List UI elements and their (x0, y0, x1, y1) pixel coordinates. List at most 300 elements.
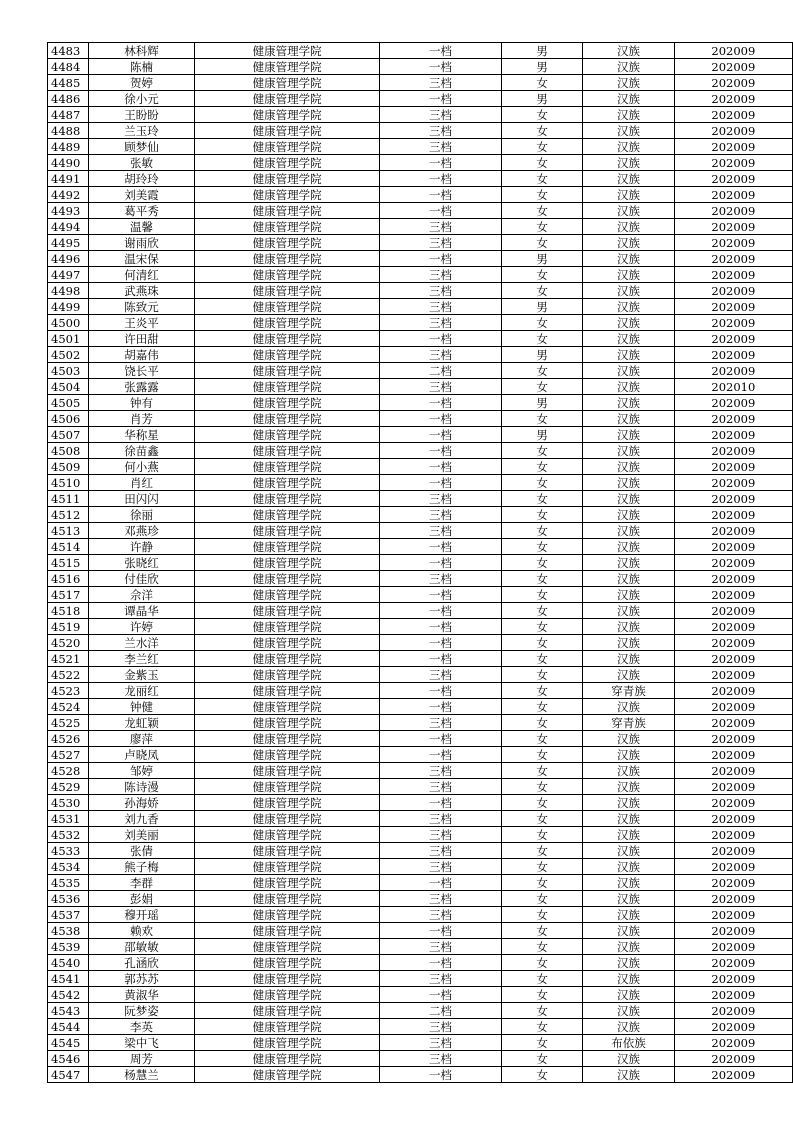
ethnicity-cell: 汉族 (583, 107, 674, 123)
name-cell: 邵敏敏 (88, 939, 194, 955)
ethnicity-cell: 汉族 (583, 987, 674, 1003)
college-cell: 健康管理学院 (195, 395, 380, 411)
row-number-cell: 4536 (48, 891, 89, 907)
ethnicity-cell: 汉族 (583, 155, 674, 171)
gender-cell: 女 (501, 923, 582, 939)
gender-cell: 女 (501, 891, 582, 907)
date-cell: 202009 (674, 923, 792, 939)
grade-tier-cell: 一档 (380, 187, 502, 203)
ethnicity-cell: 布依族 (583, 1035, 674, 1051)
table-row (48, 875, 793, 891)
grade-tier-cell: 一档 (380, 651, 502, 667)
name-cell: 钟有 (88, 395, 194, 411)
ethnicity-cell: 汉族 (583, 747, 674, 763)
date-cell: 202009 (674, 75, 792, 91)
ethnicity-cell: 汉族 (583, 251, 674, 267)
table-row (48, 555, 793, 571)
table-row (48, 891, 793, 907)
date-cell: 202009 (674, 443, 792, 459)
grade-tier-cell: 三档 (380, 491, 502, 507)
name-cell: 王盼盼 (88, 107, 194, 123)
row-number-cell: 4523 (48, 683, 89, 699)
name-cell: 兰水洋 (88, 635, 194, 651)
college-cell: 健康管理学院 (195, 763, 380, 779)
table-row (48, 107, 793, 123)
grade-tier-cell: 三档 (380, 891, 502, 907)
grade-tier-cell: 三档 (380, 571, 502, 587)
gender-cell: 女 (501, 987, 582, 1003)
date-cell: 202009 (674, 363, 792, 379)
gender-cell: 女 (501, 123, 582, 139)
row-number-cell: 4490 (48, 155, 89, 171)
name-cell: 华称星 (88, 427, 194, 443)
ethnicity-cell: 汉族 (583, 219, 674, 235)
gender-cell: 女 (501, 795, 582, 811)
table-row (48, 747, 793, 763)
ethnicity-cell: 汉族 (583, 1003, 674, 1019)
college-cell: 健康管理学院 (195, 683, 380, 699)
row-number-cell: 4484 (48, 59, 89, 75)
row-number-cell: 4498 (48, 283, 89, 299)
row-number-cell: 4502 (48, 347, 89, 363)
ethnicity-cell: 汉族 (583, 411, 674, 427)
date-cell: 202009 (674, 891, 792, 907)
name-cell: 肖红 (88, 475, 194, 491)
gender-cell: 女 (501, 827, 582, 843)
date-cell: 202009 (674, 859, 792, 875)
gender-cell: 女 (501, 1035, 582, 1051)
college-cell: 健康管理学院 (195, 187, 380, 203)
gender-cell: 女 (501, 715, 582, 731)
gender-cell: 女 (501, 1019, 582, 1035)
ethnicity-cell: 汉族 (583, 475, 674, 491)
date-cell: 202009 (674, 459, 792, 475)
ethnicity-cell: 汉族 (583, 587, 674, 603)
table-row (48, 923, 793, 939)
grade-tier-cell: 三档 (380, 139, 502, 155)
name-cell: 杨慧兰 (88, 1067, 194, 1083)
table-row (48, 507, 793, 523)
date-cell: 202009 (674, 939, 792, 955)
table-row (48, 811, 793, 827)
name-cell: 李兰红 (88, 651, 194, 667)
name-cell: 贺婷 (88, 75, 194, 91)
date-cell: 202009 (674, 651, 792, 667)
name-cell: 陈诗漫 (88, 779, 194, 795)
grade-tier-cell: 一档 (380, 91, 502, 107)
name-cell: 龙丽红 (88, 683, 194, 699)
name-cell: 谢雨欣 (88, 235, 194, 251)
college-cell: 健康管理学院 (195, 1067, 380, 1083)
gender-cell: 女 (501, 667, 582, 683)
grade-tier-cell: 一档 (380, 699, 502, 715)
table-row (48, 1003, 793, 1019)
date-cell: 202009 (674, 747, 792, 763)
row-number-cell: 4493 (48, 203, 89, 219)
gender-cell: 女 (501, 219, 582, 235)
date-cell: 202009 (674, 427, 792, 443)
grade-tier-cell: 一档 (380, 987, 502, 1003)
college-cell: 健康管理学院 (195, 1019, 380, 1035)
grade-tier-cell: 一档 (380, 203, 502, 219)
gender-cell: 女 (501, 459, 582, 475)
gender-cell: 女 (501, 75, 582, 91)
ethnicity-cell: 汉族 (583, 1067, 674, 1083)
row-number-cell: 4547 (48, 1067, 89, 1083)
table-row (48, 123, 793, 139)
row-number-cell: 4517 (48, 587, 89, 603)
ethnicity-cell: 汉族 (583, 699, 674, 715)
date-cell: 202009 (674, 187, 792, 203)
grade-tier-cell: 三档 (380, 1051, 502, 1067)
college-cell: 健康管理学院 (195, 491, 380, 507)
date-cell: 202009 (674, 555, 792, 571)
table-row (48, 715, 793, 731)
table-row (48, 411, 793, 427)
date-cell: 202009 (674, 91, 792, 107)
row-number-cell: 4534 (48, 859, 89, 875)
table-row (48, 187, 793, 203)
ethnicity-cell: 穿青族 (583, 715, 674, 731)
gender-cell: 女 (501, 571, 582, 587)
grade-tier-cell: 三档 (380, 907, 502, 923)
name-cell: 肖芳 (88, 411, 194, 427)
date-cell: 202009 (674, 395, 792, 411)
grade-tier-cell: 三档 (380, 299, 502, 315)
gender-cell: 女 (501, 955, 582, 971)
row-number-cell: 4540 (48, 955, 89, 971)
date-cell: 202009 (674, 171, 792, 187)
gender-cell: 女 (501, 363, 582, 379)
name-cell: 许婷 (88, 619, 194, 635)
date-cell: 202009 (674, 571, 792, 587)
gender-cell: 女 (501, 411, 582, 427)
gender-cell: 女 (501, 443, 582, 459)
table-row (48, 235, 793, 251)
ethnicity-cell: 汉族 (583, 843, 674, 859)
name-cell: 梁中飞 (88, 1035, 194, 1051)
ethnicity-cell: 汉族 (583, 971, 674, 987)
gender-cell: 女 (501, 859, 582, 875)
gender-cell: 女 (501, 203, 582, 219)
grade-tier-cell: 一档 (380, 43, 502, 59)
name-cell: 张晓红 (88, 555, 194, 571)
college-cell: 健康管理学院 (195, 667, 380, 683)
gender-cell: 女 (501, 635, 582, 651)
college-cell: 健康管理学院 (195, 651, 380, 667)
table-row (48, 763, 793, 779)
ethnicity-cell: 汉族 (583, 507, 674, 523)
gender-cell: 男 (501, 251, 582, 267)
name-cell: 彭娟 (88, 891, 194, 907)
college-cell: 健康管理学院 (195, 171, 380, 187)
ethnicity-cell: 汉族 (583, 267, 674, 283)
row-number-cell: 4489 (48, 139, 89, 155)
college-cell: 健康管理学院 (195, 939, 380, 955)
college-cell: 健康管理学院 (195, 299, 380, 315)
college-cell: 健康管理学院 (195, 235, 380, 251)
college-cell: 健康管理学院 (195, 251, 380, 267)
ethnicity-cell: 汉族 (583, 203, 674, 219)
name-cell: 付佳欣 (88, 571, 194, 587)
ethnicity-cell: 汉族 (583, 571, 674, 587)
gender-cell: 女 (501, 331, 582, 347)
table-row (48, 683, 793, 699)
ethnicity-cell: 汉族 (583, 907, 674, 923)
table-row (48, 603, 793, 619)
date-cell: 202009 (674, 1067, 792, 1083)
college-cell: 健康管理学院 (195, 587, 380, 603)
grade-tier-cell: 三档 (380, 939, 502, 955)
table-row (48, 379, 793, 395)
name-cell: 黄淑华 (88, 987, 194, 1003)
gender-cell: 女 (501, 379, 582, 395)
name-cell: 兰玉玲 (88, 123, 194, 139)
grade-tier-cell: 一档 (380, 555, 502, 571)
row-number-cell: 4539 (48, 939, 89, 955)
table-row (48, 315, 793, 331)
ethnicity-cell: 汉族 (583, 123, 674, 139)
row-number-cell: 4541 (48, 971, 89, 987)
college-cell: 健康管理学院 (195, 379, 380, 395)
gender-cell: 女 (501, 1051, 582, 1067)
grade-tier-cell: 三档 (380, 843, 502, 859)
college-cell: 健康管理学院 (195, 619, 380, 635)
gender-cell: 女 (501, 971, 582, 987)
table-row (48, 939, 793, 955)
college-cell: 健康管理学院 (195, 315, 380, 331)
gender-cell: 女 (501, 283, 582, 299)
row-number-cell: 4504 (48, 379, 89, 395)
gender-cell: 女 (501, 475, 582, 491)
grade-tier-cell: 三档 (380, 123, 502, 139)
college-cell: 健康管理学院 (195, 779, 380, 795)
date-cell: 202009 (674, 139, 792, 155)
row-number-cell: 4527 (48, 747, 89, 763)
college-cell: 健康管理学院 (195, 987, 380, 1003)
table-row (48, 459, 793, 475)
row-number-cell: 4515 (48, 555, 89, 571)
row-number-cell: 4546 (48, 1051, 89, 1067)
grade-tier-cell: 一档 (380, 731, 502, 747)
name-cell: 佘洋 (88, 587, 194, 603)
gender-cell: 女 (501, 171, 582, 187)
grade-tier-cell: 三档 (380, 763, 502, 779)
ethnicity-cell: 汉族 (583, 1019, 674, 1035)
ethnicity-cell: 汉族 (583, 491, 674, 507)
grade-tier-cell: 一档 (380, 795, 502, 811)
table-row (48, 139, 793, 155)
row-number-cell: 4525 (48, 715, 89, 731)
ethnicity-cell: 汉族 (583, 139, 674, 155)
row-number-cell: 4516 (48, 571, 89, 587)
grade-tier-cell: 一档 (380, 635, 502, 651)
ethnicity-cell: 汉族 (583, 619, 674, 635)
college-cell: 健康管理学院 (195, 859, 380, 875)
row-number-cell: 4500 (48, 315, 89, 331)
gender-cell: 女 (501, 1003, 582, 1019)
table-row (48, 571, 793, 587)
ethnicity-cell: 汉族 (583, 283, 674, 299)
row-number-cell: 4524 (48, 699, 89, 715)
grade-tier-cell: 一档 (380, 683, 502, 699)
date-cell: 202009 (674, 203, 792, 219)
table-row (48, 43, 793, 59)
table-row (48, 955, 793, 971)
college-cell: 健康管理学院 (195, 363, 380, 379)
gender-cell: 男 (501, 59, 582, 75)
ethnicity-cell: 汉族 (583, 75, 674, 91)
table-row (48, 971, 793, 987)
ethnicity-cell: 汉族 (583, 539, 674, 555)
grade-tier-cell: 三档 (380, 1035, 502, 1051)
table-row (48, 1019, 793, 1035)
row-number-cell: 4485 (48, 75, 89, 91)
name-cell: 陈致元 (88, 299, 194, 315)
date-cell: 202009 (674, 987, 792, 1003)
gender-cell: 女 (501, 523, 582, 539)
ethnicity-cell: 汉族 (583, 827, 674, 843)
college-cell: 健康管理学院 (195, 907, 380, 923)
gender-cell: 男 (501, 299, 582, 315)
row-number-cell: 4501 (48, 331, 89, 347)
row-number-cell: 4492 (48, 187, 89, 203)
row-number-cell: 4544 (48, 1019, 89, 1035)
grade-tier-cell: 一档 (380, 587, 502, 603)
ethnicity-cell: 汉族 (583, 91, 674, 107)
row-number-cell: 4508 (48, 443, 89, 459)
college-cell: 健康管理学院 (195, 507, 380, 523)
row-number-cell: 4522 (48, 667, 89, 683)
row-number-cell: 4528 (48, 763, 89, 779)
date-cell: 202009 (674, 523, 792, 539)
college-cell: 健康管理学院 (195, 59, 380, 75)
college-cell: 健康管理学院 (195, 155, 380, 171)
table-row (48, 395, 793, 411)
name-cell: 孔涵欣 (88, 955, 194, 971)
table-row (48, 651, 793, 667)
college-cell: 健康管理学院 (195, 203, 380, 219)
name-cell: 邹婷 (88, 763, 194, 779)
date-cell: 202009 (674, 1051, 792, 1067)
table-row (48, 779, 793, 795)
row-number-cell: 4518 (48, 603, 89, 619)
college-cell: 健康管理学院 (195, 43, 380, 59)
row-number-cell: 4545 (48, 1035, 89, 1051)
ethnicity-cell: 汉族 (583, 443, 674, 459)
date-cell: 202009 (674, 267, 792, 283)
college-cell: 健康管理学院 (195, 843, 380, 859)
table-row (48, 299, 793, 315)
ethnicity-cell: 汉族 (583, 395, 674, 411)
grade-tier-cell: 三档 (380, 827, 502, 843)
ethnicity-cell: 穿青族 (583, 683, 674, 699)
date-cell: 202009 (674, 1019, 792, 1035)
name-cell: 陈楠 (88, 59, 194, 75)
grade-tier-cell: 三档 (380, 283, 502, 299)
table-row (48, 539, 793, 555)
row-number-cell: 4483 (48, 43, 89, 59)
grade-tier-cell: 二档 (380, 363, 502, 379)
college-cell: 健康管理学院 (195, 811, 380, 827)
name-cell: 李群 (88, 875, 194, 891)
date-cell: 202009 (674, 283, 792, 299)
college-cell: 健康管理学院 (195, 139, 380, 155)
gender-cell: 女 (501, 587, 582, 603)
table-row (48, 907, 793, 923)
grade-tier-cell: 一档 (380, 539, 502, 555)
date-cell: 202009 (674, 475, 792, 491)
gender-cell: 女 (501, 315, 582, 331)
gender-cell: 女 (501, 491, 582, 507)
college-cell: 健康管理学院 (195, 283, 380, 299)
name-cell: 田闪闪 (88, 491, 194, 507)
grade-tier-cell: 三档 (380, 235, 502, 251)
table-row (48, 283, 793, 299)
row-number-cell: 4506 (48, 411, 89, 427)
table-body (48, 43, 793, 1083)
row-number-cell: 4503 (48, 363, 89, 379)
grade-tier-cell: 一档 (380, 747, 502, 763)
row-number-cell: 4519 (48, 619, 89, 635)
grade-tier-cell: 三档 (380, 715, 502, 731)
grade-tier-cell: 三档 (380, 971, 502, 987)
ethnicity-cell: 汉族 (583, 427, 674, 443)
ethnicity-cell: 汉族 (583, 363, 674, 379)
table-row (48, 267, 793, 283)
college-cell: 健康管理学院 (195, 699, 380, 715)
date-cell: 202009 (674, 43, 792, 59)
ethnicity-cell: 汉族 (583, 731, 674, 747)
ethnicity-cell: 汉族 (583, 43, 674, 59)
table-row (48, 91, 793, 107)
row-number-cell: 4532 (48, 827, 89, 843)
date-cell: 202009 (674, 251, 792, 267)
name-cell: 张露露 (88, 379, 194, 395)
college-cell: 健康管理学院 (195, 555, 380, 571)
college-cell: 健康管理学院 (195, 347, 380, 363)
name-cell: 李英 (88, 1019, 194, 1035)
date-cell: 202009 (674, 779, 792, 795)
name-cell: 张敏 (88, 155, 194, 171)
name-cell: 何小燕 (88, 459, 194, 475)
college-cell: 健康管理学院 (195, 715, 380, 731)
college-cell: 健康管理学院 (195, 827, 380, 843)
name-cell: 周芳 (88, 1051, 194, 1067)
row-number-cell: 4511 (48, 491, 89, 507)
table-row (48, 331, 793, 347)
ethnicity-cell: 汉族 (583, 779, 674, 795)
date-cell: 202009 (674, 955, 792, 971)
college-cell: 健康管理学院 (195, 891, 380, 907)
date-cell: 202009 (674, 491, 792, 507)
row-number-cell: 4530 (48, 795, 89, 811)
grade-tier-cell: 三档 (380, 75, 502, 91)
row-number-cell: 4494 (48, 219, 89, 235)
row-number-cell: 4505 (48, 395, 89, 411)
date-cell: 202009 (674, 507, 792, 523)
ethnicity-cell: 汉族 (583, 763, 674, 779)
ethnicity-cell: 汉族 (583, 187, 674, 203)
gender-cell: 男 (501, 43, 582, 59)
gender-cell: 女 (501, 779, 582, 795)
name-cell: 温馨 (88, 219, 194, 235)
college-cell: 健康管理学院 (195, 571, 380, 587)
table-row (48, 171, 793, 187)
gender-cell: 女 (501, 107, 582, 123)
row-number-cell: 4521 (48, 651, 89, 667)
ethnicity-cell: 汉族 (583, 875, 674, 891)
